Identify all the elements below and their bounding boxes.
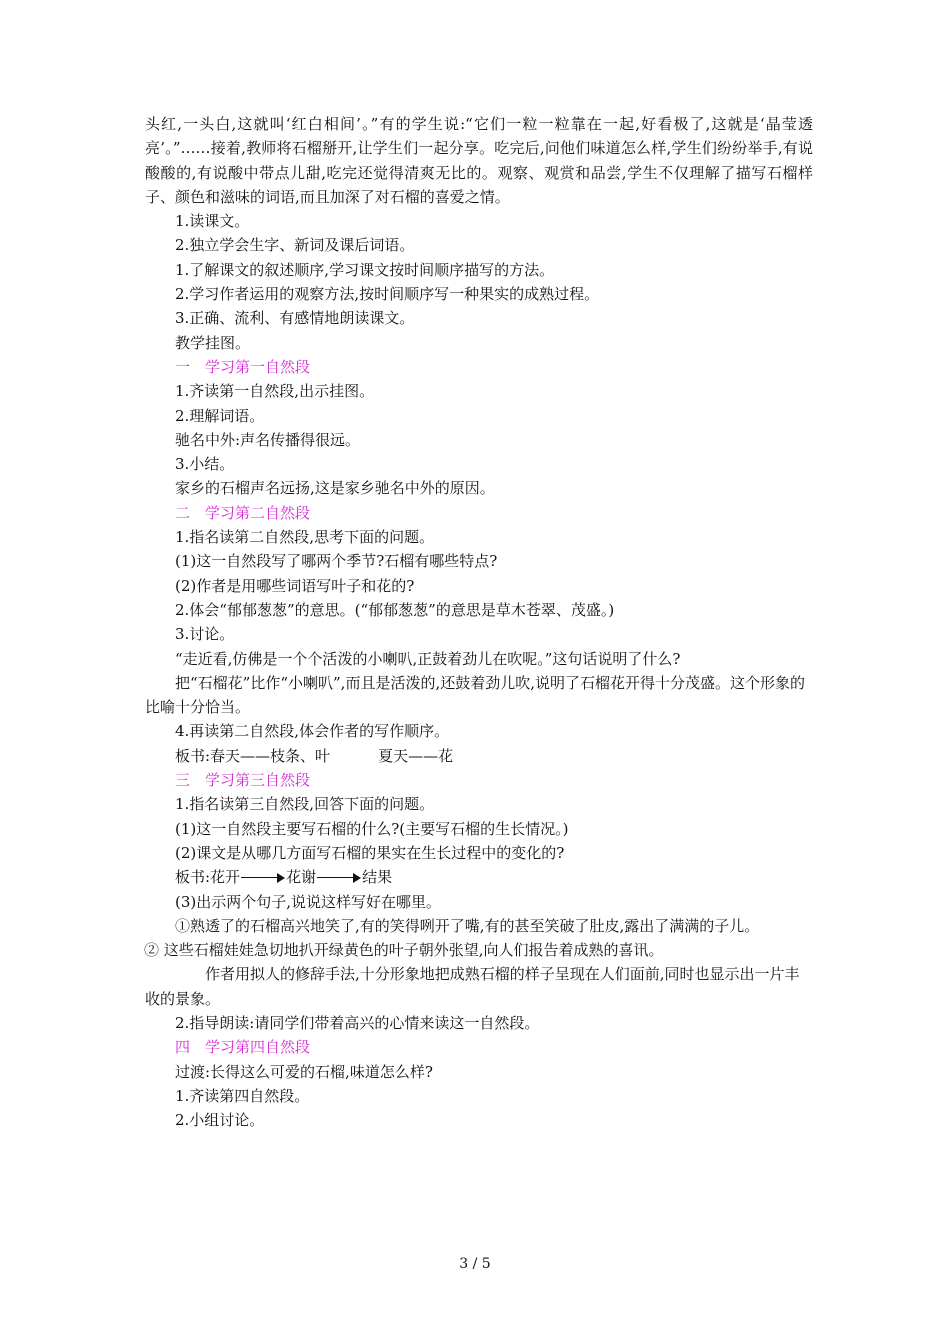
step-learn-words: 2.独立学会生字、新词及课后词语。 xyxy=(175,236,415,255)
section-heading-2: 二 学习第二自然段 xyxy=(175,503,311,522)
arrow-right-icon xyxy=(241,873,285,883)
s1-summary: 家乡的石榴声名远扬,这是家乡驰名中外的原因。 xyxy=(175,479,495,498)
s3-question-2: (2)课文是从哪几方面写石榴的果实在生长过程中的变化的? xyxy=(175,843,565,862)
intro-paragraph: 头红,一头白,这就叫‘红白相间’。”有的学生说:“它们一粒一粒靠在一起,好看极了,这就是‘晶莹透亮’。”……接着,教师将石榴掰开,让学生们一起分享。吃完后,问他们味道怎么样,学生们纷纷举手,有说酸酸的,有说酸中带点儿甜,吃完还觉得清爽无比的。观察、观赏和品尝,学生不仅理解了描写石榴样子、颜色和滋味的词语,而且加深了对石榴的喜爱之情。 xyxy=(145,115,813,206)
section-heading-3: 三 学习第三自然段 xyxy=(175,771,311,790)
s3-sentence-2: ② 这些石榴娃娃急切地扒开绿黄色的叶子朝外张望,向人们报告着成熟的喜讯。 xyxy=(144,941,664,960)
s1-item-2: 2.理解词语。 xyxy=(175,406,265,425)
s4-item-2: 2.小组讨论。 xyxy=(175,1111,265,1130)
board-bloom: 板书:花开 xyxy=(175,868,241,887)
arrow-right-icon xyxy=(317,873,361,883)
s4-transition: 过渡:长得这么可爱的石榴,味道怎么样? xyxy=(175,1062,433,1081)
s2-explanation: 把“石榴花”比作“小喇叭”,而且是活泼的,还鼓着劲儿吹,说明了石榴花开得十分茂盛。这个形象的比喻十分恰当。 xyxy=(145,673,805,717)
s2-question-2: (2)作者是用哪些词语写叶子和花的? xyxy=(175,576,415,595)
s2-quote: “走近看,仿佛是一个个活泼的小喇叭,正鼓着劲儿在吹呢。”这句话说明了什么? xyxy=(175,649,681,668)
s3-question-1: (1)这一自然段主要写石榴的什么?(主要写石榴的生长情况。) xyxy=(175,819,569,838)
s4-item-1: 1.齐读第四自然段。 xyxy=(175,1086,310,1105)
document-body xyxy=(145,112,813,1132)
s2-item-2: 2.体会“郁郁葱葱”的意思。(“郁郁葱葱”的意思是草木苍翠、茂盛。) xyxy=(175,600,615,619)
s1-item-3: 3.小结。 xyxy=(175,455,235,474)
teaching-aid: 教学挂图。 xyxy=(175,333,251,352)
s2-item-1: 1.指名读第二自然段,思考下面的问题。 xyxy=(175,528,435,547)
s3-explanation: 作者用拟人的修辞手法,十分形象地把成熟石榴的样子呈现在人们面前,同时也显示出一片丰收的景象。 xyxy=(145,965,800,1008)
s2-item-3: 3.讨论。 xyxy=(175,625,235,644)
board-fade: 花谢 xyxy=(286,868,317,887)
s3-board xyxy=(145,865,813,889)
s2-question-1: (1)这一自然段写了哪两个季节?石榴有哪些特点? xyxy=(175,552,498,571)
s3-sentence-1: ①熟透了的石榴高兴地笑了,有的笑得咧开了嘴,有的甚至笑破了肚皮,露出了满满的子儿。 xyxy=(175,916,760,935)
s2-item-4: 4.再读第二自然段,体会作者的写作顺序。 xyxy=(175,722,450,741)
s3-item-1: 1.指名读第三自然段,回答下面的问题。 xyxy=(175,795,435,814)
s3-question-3: (3)出示两个句子,说说这样写好在哪里。 xyxy=(175,892,442,911)
s1-definition: 驰名中外:声名传播得很远。 xyxy=(175,430,361,449)
page-number: 3 / 5 xyxy=(459,1256,491,1272)
s3-item-2: 2.指导朗读:请同学们带着高兴的心情来读这一自然段。 xyxy=(175,1013,540,1032)
s1-item-1: 1.齐读第一自然段,出示挂图。 xyxy=(175,382,375,401)
board-summer: 夏天——花 xyxy=(378,746,454,765)
board-spring: 板书:春天——枝条、叶 xyxy=(175,746,331,765)
step-read-text: 1.读课文。 xyxy=(175,212,250,231)
section-heading-1: 一 学习第一自然段 xyxy=(175,357,311,376)
goal-1: 1.了解课文的叙述顺序,学习课文按时间顺序描写的方法。 xyxy=(175,260,555,279)
s2-board xyxy=(145,744,813,768)
board-fruit: 结果 xyxy=(362,868,393,887)
section-heading-4: 四 学习第四自然段 xyxy=(175,1038,311,1057)
goal-2: 2.学习作者运用的观察方法,按时间顺序写一种果实的成熟过程。 xyxy=(175,285,600,304)
goal-3: 3.正确、流利、有感情地朗读课文。 xyxy=(175,309,415,328)
